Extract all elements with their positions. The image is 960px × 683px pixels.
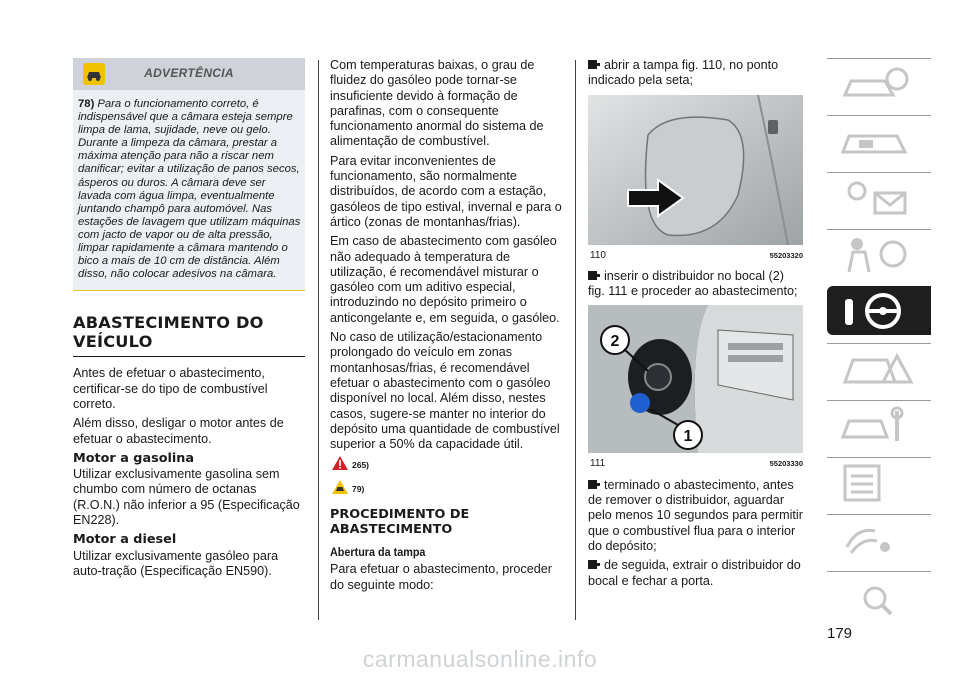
subheading-gasoline: Motor a gasolina <box>73 450 195 466</box>
paragraph: Além disso, desligar o motor antes de efetuar o abastecimento. <box>73 416 284 446</box>
step-item <box>588 58 803 89</box>
step-bullet-icon <box>588 58 600 67</box>
step-bullet-icon <box>588 269 600 278</box>
alphabetical-index-icon <box>835 574 923 618</box>
callout-label: 2 <box>610 333 620 351</box>
warning-header <box>73 58 305 90</box>
figure-caption <box>590 456 803 471</box>
warning-number: 78) <box>78 98 95 110</box>
figure-fuel-nozzle <box>588 305 803 453</box>
figure-number: 110 <box>590 249 606 261</box>
paragraph: Utilizar exclusivamente gasolina sem chumbo com número de octanas (R.O.N.) não inferior a 95 (Especificação EN228). <box>73 467 300 527</box>
warning-text <box>73 90 305 291</box>
column-divider <box>575 60 576 620</box>
callout-label: 1 <box>683 428 693 446</box>
step-text: inserir o distribuidor no bocal (2) fig. 111 e proceder ao abastecimento; <box>588 268 798 299</box>
figure-number: 111 <box>590 458 606 470</box>
figure-code: 55203330 <box>769 459 803 469</box>
step-bullet-icon <box>588 478 600 487</box>
middle-column <box>330 58 562 597</box>
warning-box <box>73 58 305 291</box>
step-item <box>588 269 803 300</box>
chapter-navigation <box>827 58 931 628</box>
car-warning-icon <box>83 63 105 89</box>
nav-tab-emergency[interactable] <box>827 343 931 392</box>
danger-warning-icon <box>332 456 352 475</box>
nav-tab-technical-data[interactable] <box>827 457 931 506</box>
step-item <box>588 478 803 554</box>
figure-caption <box>590 248 803 263</box>
paragraph: Utilizar exclusivamente gasóleo para auto-tração (Especificação EN590). <box>73 548 279 578</box>
lights-message-icon <box>835 175 923 219</box>
reference-danger <box>332 456 562 475</box>
paragraph: Antes de efetuar o abastecimento, certificar-se do tipo de combustível correto. <box>73 366 268 411</box>
subheading-diesel: Motor a diesel <box>73 532 177 548</box>
warning-title: ADVERTÊNCIA <box>144 66 234 81</box>
subheading-opening: Abertura da tampa <box>330 545 426 560</box>
paragraph: Com temperaturas baixas, o grau de fluidez do gasóleo pode tornar-se insuficiente devido à formação de parafinas, com o consequente funcionamento anormal do sistema de alimentação de combustível. <box>330 58 544 149</box>
nav-tab-safety[interactable] <box>827 229 931 278</box>
car-dashboard-icon <box>835 61 923 105</box>
fuel-nozzle-image <box>588 305 803 453</box>
step-text: terminado o abastecimento, antes de remover o distribuidor, aguardar pelo menos 10 segundos para permitir que o combustível flua para o interior do depósito; <box>588 477 803 553</box>
section-heading-refueling: ABASTECIMENTO DO VEÍCULO <box>73 313 305 357</box>
page-number: 179 <box>827 625 853 642</box>
nav-tab-index[interactable] <box>827 571 931 620</box>
right-column <box>588 58 803 593</box>
reference-number: 265) <box>352 460 370 471</box>
step-item <box>588 558 803 589</box>
car-tools-icon <box>835 403 923 447</box>
step-text: abrir a tampa fig. 110, no ponto indicado pela seta; <box>588 58 779 88</box>
paragraph: No caso de utilização/estacionamento prolongado do veículo em zonas montanhosas/frias, é recomendável efetuar o abastecimento com o gasóleo disponível no local. Além disso, nestes casos, sugere-se manter no interior do depósito uma quantidade de combustível superior a 50% da capacidade útil. <box>330 330 560 452</box>
reference-caution <box>332 480 562 499</box>
paragraph: Para efetuar o abastecimento, proceder do seguinte modo: <box>330 562 552 592</box>
reference-number: 79) <box>352 483 365 494</box>
data-sheet-icon <box>835 460 923 504</box>
nav-tab-doors[interactable] <box>827 115 931 164</box>
column-divider <box>318 60 319 620</box>
paragraph: Para evitar inconvenientes de funcionamento, são normalmente distribuídos, de acordo com a estação, gasóleos de tipo estival, invernal e para o ártico (zonas de montanhas/frias). <box>330 153 562 229</box>
nav-tab-maintenance[interactable] <box>827 400 931 449</box>
fuel-door-image <box>588 95 803 245</box>
multimedia-icon <box>835 517 923 561</box>
section-heading-procedure: PROCEDIMENTO DE ABASTECIMENTO <box>330 507 470 538</box>
hazard-warning-icon <box>835 346 923 390</box>
key-steering-wheel-icon <box>835 289 923 333</box>
left-column <box>73 58 305 583</box>
warning-body: Para o funcionamento correto, é indispensável que a câmara esteja sempre limpa de lama, sujidade, neve ou gelo. Durante a limpeza da câmara, prestar a máxima atenção para não a riscar nem danificar; evitar a utilização de panos secos, ásperos ou duros. A câmara deve ser lavada com água limpa, eventualmente juntando champô para automóvel. Nas estações de lavagem que utilizam máquinas com jacto de vapor ou de alta pressão, limpar rapidamente a câmara mantendo o bico a mais de 10 cm de distância. Além disso, não colocar adesivos na câmara. <box>78 98 301 281</box>
car-doors-icon <box>835 118 923 162</box>
nav-tab-lights[interactable] <box>827 172 931 221</box>
figure-code: 55203320 <box>769 250 803 260</box>
watermark: carmanualsonline.info <box>362 646 598 672</box>
paragraph: Em caso de abastecimento com gasóleo não adequado à temperatura de utilização, é recomendável misturar o gasóleo com um aditivo especial, introduzindo no depósito primeiro o anticongelante e, em seguida, o gasóleo. <box>330 234 560 325</box>
step-bullet-icon <box>588 558 600 567</box>
nav-tab-dashboard[interactable] <box>827 58 931 107</box>
seatbelt-airbag-icon <box>835 232 923 276</box>
nav-tab-starting-driving[interactable] <box>827 286 931 335</box>
car-warning-icon <box>332 480 352 499</box>
step-text: de seguida, extrair o distribuidor do bocal e fechar a porta. <box>588 558 801 588</box>
figure-fuel-door <box>588 95 803 245</box>
nav-tab-multimedia[interactable] <box>827 514 931 563</box>
